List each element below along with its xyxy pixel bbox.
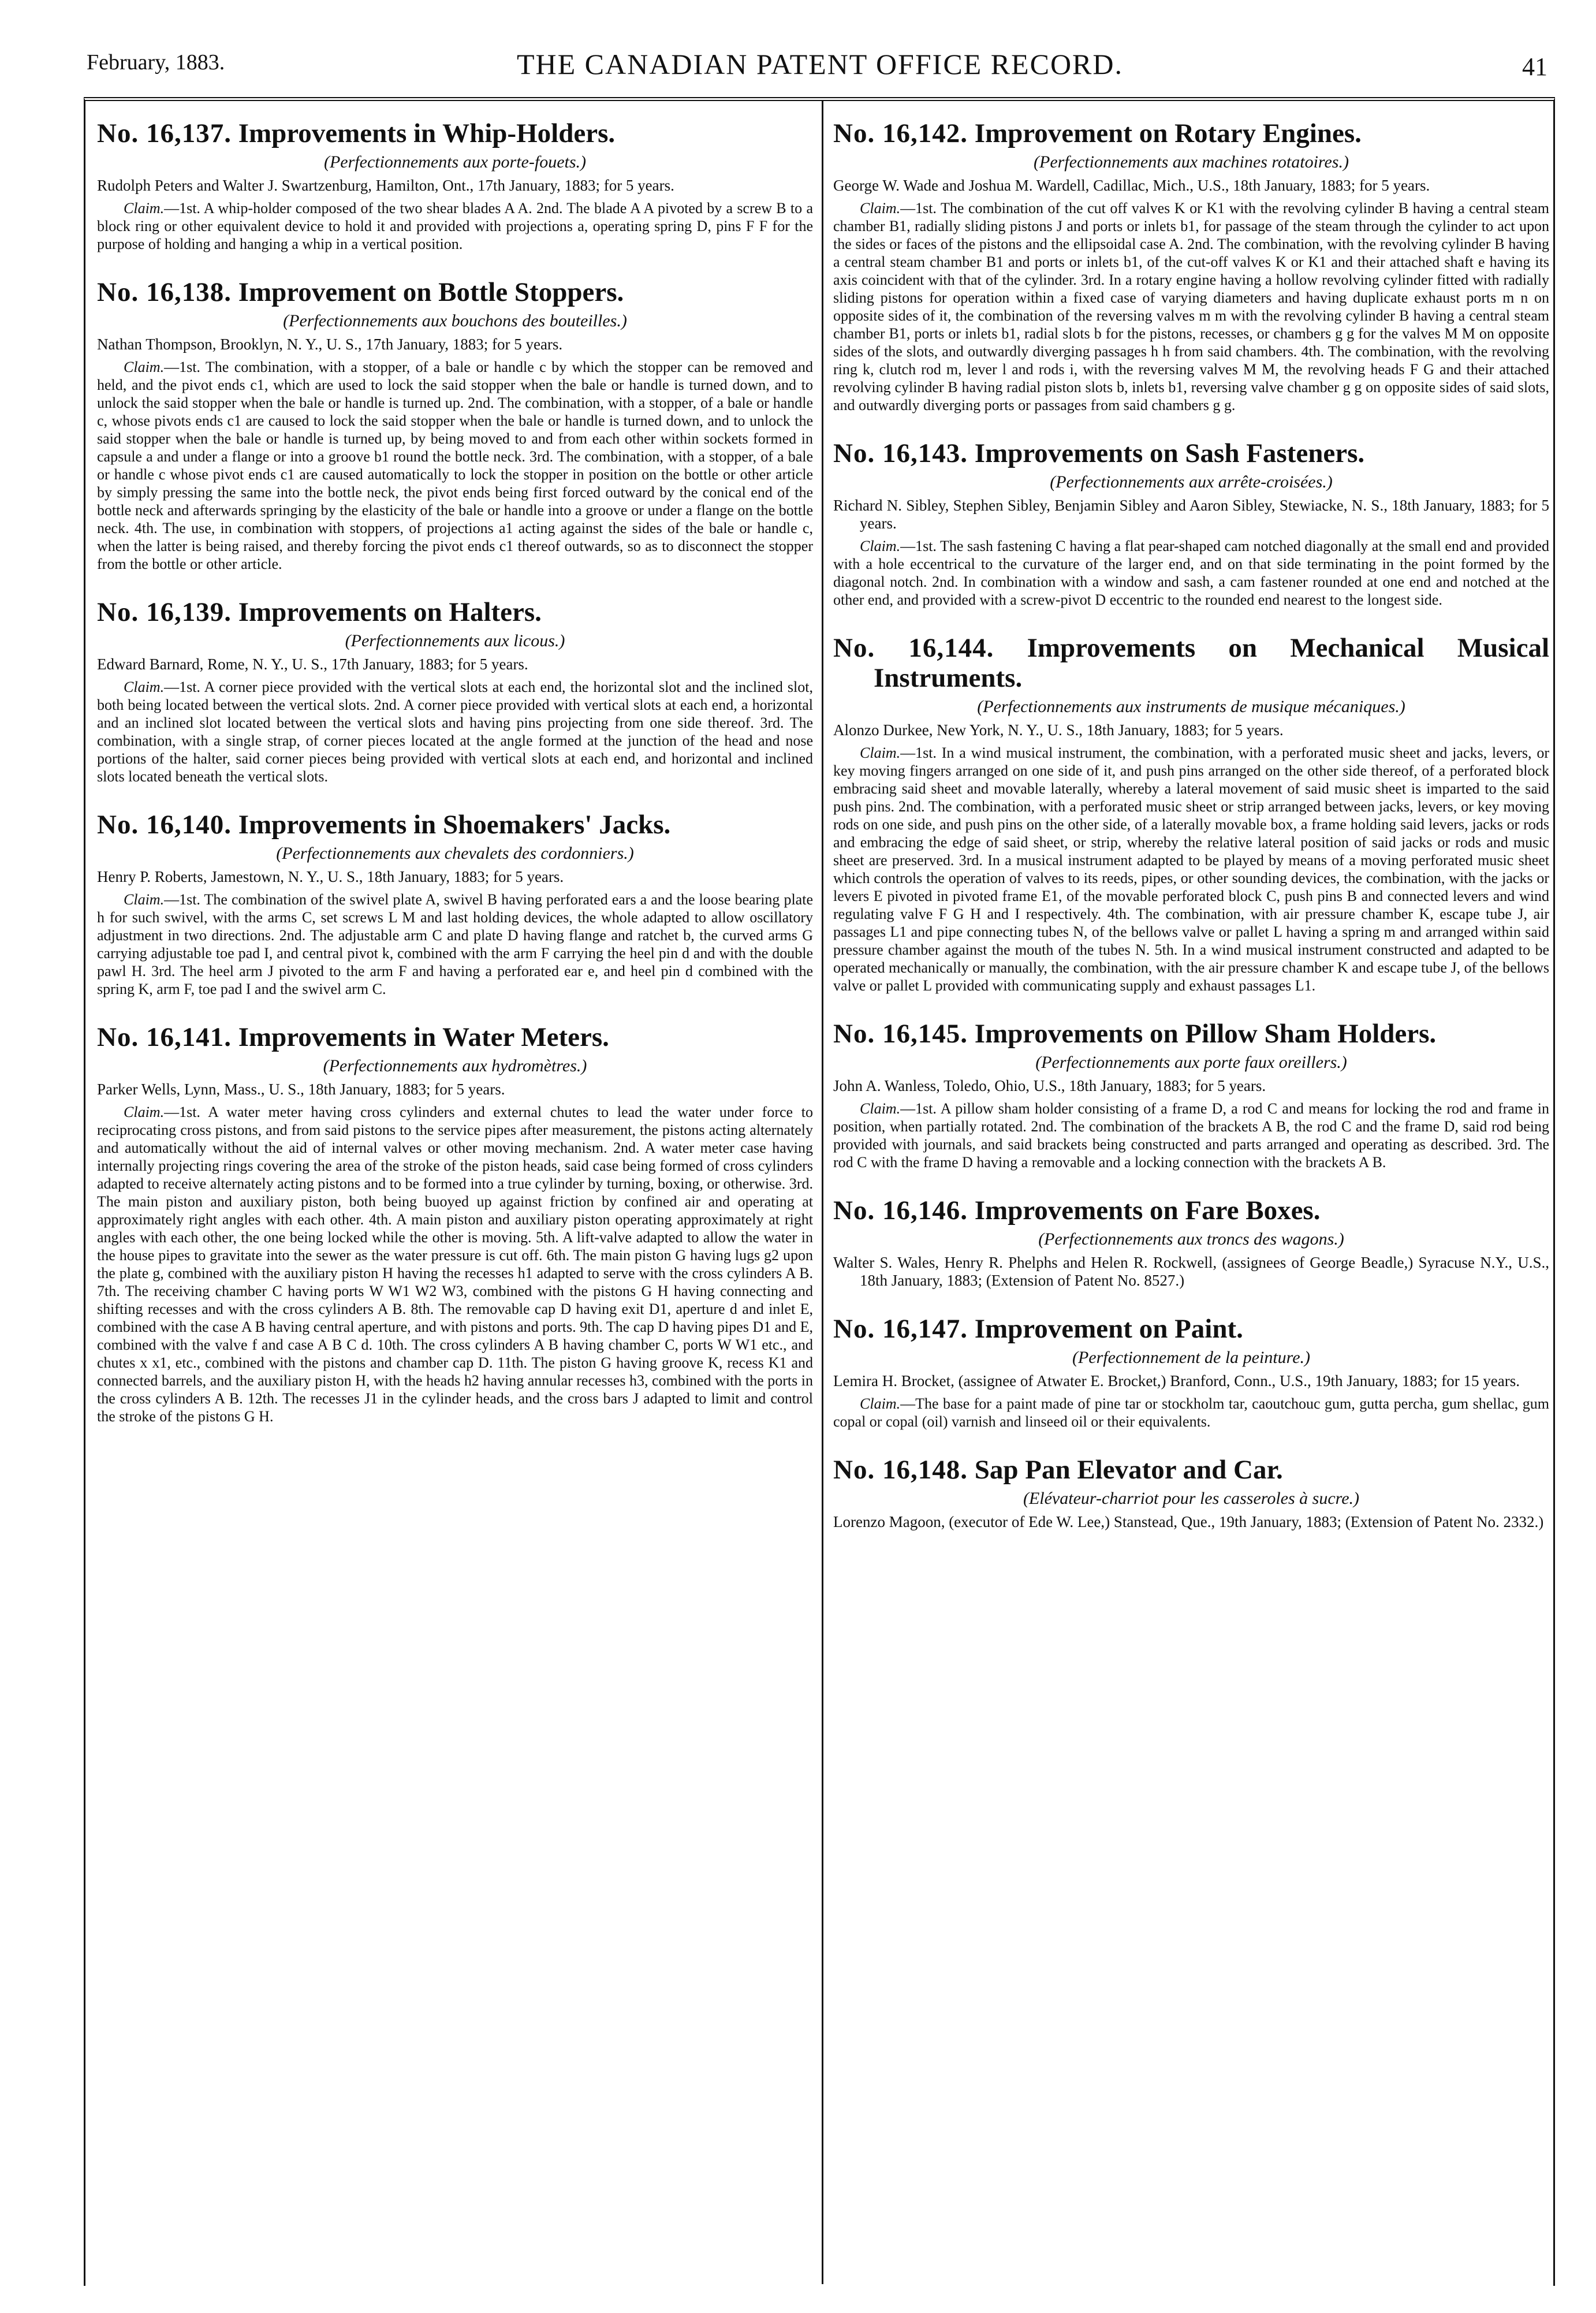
- patent-claim: [97, 1103, 813, 1425]
- patent-french-title: (Perfectionnements aux porte faux oreillers.): [1035, 1053, 1347, 1072]
- patent-title: Improvements on Fare Boxes.: [974, 1195, 1321, 1226]
- patent-title: Improvements on Sash Fasteners.: [974, 438, 1365, 468]
- claim-text: —1st. A whip-holder composed of the two shear blades A A. 2nd. The blade A A pivoted by a screw B to a block ring or other equivalent device to hold it and provided with projections a, operating spring D, pins F F for the purpose of holding and hanging a whip in a vertical position.: [97, 200, 813, 252]
- column-divider: [822, 101, 823, 2284]
- patent-heading: [833, 1019, 1549, 1049]
- claim-label: Claim.: [860, 538, 901, 554]
- patent-title: Improvements in Water Meters.: [238, 1022, 609, 1052]
- patent-number: No. 16,140.: [97, 810, 232, 840]
- patent-entry: [833, 438, 1549, 609]
- claim-label: Claim.: [124, 200, 165, 217]
- claim-label: Claim.: [860, 1395, 901, 1412]
- patent-title: Improvement on Rotary Engines.: [974, 118, 1362, 148]
- patent-french-title: (Perfectionnements aux licous.): [345, 631, 565, 650]
- patent-entry: [833, 1019, 1549, 1171]
- patent-number: No. 16,141.: [97, 1022, 232, 1052]
- claim-text: —1st. The combination, with a stopper, of a bale or handle c by which the stopper can be removed and held, and the pivot ends c1, which are used to lock the said stopper when the bale or handle is turned down, and to unlock the said stopper when the bale or handle is turned up. 2nd. The combination, with a stopper, of a bale or handle c, whose pivots ends c1 are caused to lock the said stopper when the bale or handle is turned down, and to unlock the said stopper when the bale or handle is turned up, by being moved to and from each other within sockets formed in capsule a and under a flange or into a groove b1 round the bottle neck. 3rd. The combination, with a stopper, of a bale or handle c whose pivot ends c1 are caused automatically to lock the stopper in position on the bottle or other article by simply pressing the same into the bottle neck, the pivot ends being first forced outward by the conical end of the bottle neck and afterwards springing by the elasticity of the bale or handle into a groove or under a flange on the bottle neck. 4th. The use, in combination with stoppers, of projections a1 acting against the sides of the bale or handle c, when the latter is being raised, and thereby forcing the pivot ends c1 thereof outwards, so as to disconnect the stopper from the bottle or other article.: [97, 359, 813, 572]
- claim-text: —1st. The sash fastening C having a flat pear-shaped cam notched diagonally at the small end and provided with a hole eccentrical to the curvature of the larger end, and on that side terminating in the point formed by the diagonal notch. 2nd. In combination with a window and sash, a cam fastener rounded at one end and notched at the other end, and provided with a screw-pivot D eccentric to the rounded end nearest to the longest side.: [833, 538, 1549, 608]
- patent-inventor: Edward Barnard, Rome, N. Y., U. S., 17th January, 1883; for 5 years.: [97, 655, 528, 673]
- patent-heading: [97, 1022, 813, 1052]
- patent-inventor: Alonzo Durkee, New York, N. Y., U. S., 18th January, 1883; for 5 years.: [833, 721, 1284, 739]
- patent-title: Improvement on Bottle Stoppers.: [238, 277, 624, 307]
- patent-french-title: (Perfectionnements aux porte-fouets.): [323, 152, 587, 172]
- claim-label: Claim.: [124, 891, 165, 908]
- patent-title: Improvements on Mechanical Musical Instruments.: [874, 633, 1550, 693]
- patent-title: Improvements on Halters.: [238, 597, 542, 627]
- claim-text: —1st. A pillow sham holder consisting of a frame D, a rod C and means for locking the rod and frame in position, when partially rotated. 2nd. The combination of the brackets A B, the rod C and the frame D, said rod being provided with journals, and said brackets being constructed and parts arranged and operating as described. 3rd. The rod C with the frame D having a removable and a locking connection with the brackets A B.: [833, 1100, 1549, 1171]
- page-number: 41: [1522, 53, 1547, 81]
- patent-french-title: (Perfectionnements aux chevalets des cordonniers.): [276, 844, 634, 863]
- patent-french-title: (Perfectionnements aux arrête-croisées.): [1050, 472, 1333, 491]
- patent-number: No. 16,139.: [97, 597, 232, 627]
- claim-label: Claim.: [124, 679, 165, 695]
- patent-entry: [97, 810, 813, 998]
- patent-french-title: (Perfectionnements aux troncs des wagons.): [1038, 1230, 1344, 1249]
- page-header: [87, 42, 1553, 94]
- patent-heading: [833, 1195, 1549, 1226]
- claim-text: —1st. In a wind musical instrument, the combination, with a perforated music sheet and jacks, levers, or key moving fingers arranged on one side of it, and push pins arranged on the other side thereof, of a perforated block embracing said sheet and movable laterally, whereby a lateral movement of said music sheet is imparted to the said push pins. 2nd. The combination, with a perforated music sheet or strip arranged between jacks, levers, or key moving rods on one side, and push pins on the other side, of a laterally movable box, a frame holding said levers, jacks or rods and embracing the edge of said sheet, or strip, whereby the relative lateral position of said jacks or rods and music sheet are preserved. 3rd. In a musical instrument adapted to be played by means of a moving perforated music sheet which controls the operation of valves to its reeds, pipes, or other sounding devices, the combination, with the jacks or levers E pivoted in pivoted frame E1, of the movable perforated block C, push pins B and connected levers and wind regulating valve F G H and I respectively. 4th. The combination, with air pressure chamber K, escape tube J, air passages L1 and pipe connecting tubes N, of the bellows valve or pallet L having a spring m and arranged within said pressure chamber against the mouth of the tubes N. 5th. In a wind musical instrument constructed and adapted to be operated mechanically or manually, the combination, with the air pressure chamber K and escape tube J, of the bellows valve or pallet L provided with communicating supply and exhaust passages L1.: [833, 744, 1549, 994]
- claim-text: —The base for a paint made of pine tar or stockholm tar, caoutchouc gum, gutta percha, gum shellac, gum copal or copal (oil) varnish and linseed oil or their equivalents.: [833, 1395, 1549, 1430]
- patent-heading: [97, 810, 813, 840]
- claim-text: —1st. The combination of the swivel plate A, swivel B having perforated ears a and the loose bearing plate h for such swivel, with the arms C, set screws L M and last holding devices, the whole adapted to allow oscillatory adjustment in two directions. 2nd. The adjustable arm C and plate D having flange and ratchet b, the curved arms G carrying adjustable toe pad I, and central pivot k, combined with the arm F carrying the heel pin d and with the double pawl H. 3rd. The heel arm J pivoted to the arm F and having a perforated ear e, and heel pin d combined with the spring K, arm F, toe pad I and the swivel arm C.: [97, 891, 813, 997]
- patent-entry: [833, 1455, 1549, 1531]
- patent-french-title: (Perfectionnement de la peinture.): [1072, 1348, 1311, 1367]
- patent-title: Sap Pan Elevator and Car.: [974, 1455, 1283, 1485]
- patent-entry: [97, 597, 813, 785]
- patent-inventor: George W. Wade and Joshua M. Wardell, Cadillac, Mich., U.S., 18th January, 1883; for 5 years.: [833, 177, 1430, 194]
- patent-heading: [833, 438, 1549, 468]
- patent-number: No. 16,146.: [833, 1195, 968, 1226]
- patent-entry: [833, 118, 1549, 414]
- patent-claim: [833, 199, 1549, 414]
- patent-title: Improvement on Paint.: [974, 1314, 1243, 1344]
- patent-entry: [97, 277, 813, 573]
- patent-entry: [97, 118, 813, 253]
- patent-heading: [97, 597, 813, 627]
- issue-date: February, 1883.: [87, 50, 225, 75]
- right-column: [833, 118, 1549, 1555]
- patent-number: No. 16,144.: [833, 633, 994, 663]
- patent-claim: [97, 358, 813, 573]
- patent-number: No. 16,142.: [833, 118, 968, 148]
- patent-claim: [833, 744, 1549, 995]
- patent-claim: [833, 537, 1549, 609]
- claim-label: Claim.: [124, 359, 165, 375]
- patent-inventor: Lemira H. Brocket, (assignee of Atwater E. Brocket,) Branford, Conn., U.S., 19th January, 1883; for 15 years.: [833, 1372, 1520, 1390]
- patent-heading: [833, 1455, 1549, 1485]
- patent-claim: [97, 199, 813, 253]
- patent-inventor: Walter S. Wales, Henry R. Phelphs and Helen R. Rockwell, (assignees of George Beadle,) Syracuse N.Y., U.S., 18th January, 1883; (Extension of Patent No. 8527.): [833, 1254, 1549, 1289]
- patent-number: No. 16,147.: [833, 1314, 968, 1344]
- patent-inventor: John A. Wanless, Toledo, Ohio, U.S., 18th January, 1883; for 5 years.: [833, 1077, 1266, 1094]
- publication-title: THE CANADIAN PATENT OFFICE RECORD.: [516, 48, 1124, 80]
- patent-heading: [833, 633, 1549, 693]
- patent-inventor: Lorenzo Magoon, (executor of Ede W. Lee,) Stanstead, Que., 19th January, 1883; (Extension of Patent No. 2332.): [833, 1513, 1544, 1530]
- patent-claim: [97, 891, 813, 998]
- claim-text: —1st. A water meter having cross cylinders and external chutes to lead the water under force to reciprocating cross pistons, and from said pistons to the service pipes after measurement, the pistons acting alternately and automatically without the aid of internal valves or other moving mechanism. 2nd. A water meter case having internally projecting rings covering the area of the stroke of the piston heads, said case being formed of cross cylinders adapted to receive alternately acting pistons and to be formed into a true cylinder by turning, boxing, or otherwise. 3rd. The main piston and auxiliary piston, both being buoyed up against friction by confined air and operating at approximately right angles with each other. 4th. A main piston and auxiliary piston operating approximately at right angles with each other, the one being locked while the other is moving. 5th. A lift-valve adapted to allow the water in the house pipes to gravitate into the sewer as the water pressure is cut off. 6th. The main piston G having lugs g2 upon the plate g, combined with the auxiliary piston H having the recesses h1 adapted to serve with the cross cylinders A B. 7th. The receiving chamber C having ports W W1 W2 W3, combined with the pistons G H having connecting and shifting recesses and with the cross cylinders A B. 8th. The removable cap D having exit D1, aperture d and inlet E, combined with the case A B having central aperture, and with pistons and ports. 9th. The cap D having pipes D1 and E, combined with the valve f and case A B C d. 10th. The cross cylinders A B having chamber C, ports W W1 etc., and chutes x x1, etc., combined with the pistons and chamber cap D. 11th. The piston G having groove K, recess K1 and connected barrels, and the auxiliary piston H, with the heads h2 having annular recesses h3, combined with the ports in the cross cylinders A B. 12th. The recesses J1 in the cylinder heads, and the cross bars J adapted to limit and control the stroke of the pistons G H.: [97, 1104, 814, 1425]
- patent-heading: [833, 1314, 1549, 1344]
- patent-french-title: (Perfectionnements aux hydromètres.): [323, 1056, 587, 1075]
- claim-text: —1st. The combination of the cut off valves K or K1 with the revolving cylinder B having a central steam chamber B1, radially sliding pistons J and ports or inlets b1, for passage of the steam through the cylinder to act upon the sides or faces of the pistons and the ellipsoidal case A. 2nd. The combination, with the revolving cylinder B having a central steam chamber B1 and ports or inlets b1, of the cut-off valves K or K1 and their attached shaft e having its axis coincident with that of the cylinder. 3rd. In a rotary engine having a hollow revolving cylinder fitted with radially sliding pistons for operation within a fixed case of varying diameters and having duplicate exhaust ports m n on opposite sides of it, the combination of the reversing valves m m with the revolving cylinder B having a central steam chamber B1, ports or inlets b1, radial slots b for the pistons, recesses, or chambers g g for the valves M M on opposite sides of the slots, and outwardly diverging passages h h from said chambers. 4th. The combination, with the revolving ring k, clutch rod m, lever l and rods i, with the reversing valves M M, the revolving heads F G and their attached revolving cylinder B having radial piston slots b, inlets b1, reversing valve chamber g g on opposite sides of said slots, and outwardly diverging ports or passages from said chambers g g.: [833, 200, 1549, 414]
- patent-number: No. 16,143.: [833, 438, 968, 468]
- patent-claim: [97, 678, 813, 785]
- patent-number: No. 16,137.: [97, 118, 232, 148]
- claim-label: Claim.: [124, 1104, 165, 1120]
- patent-heading: [833, 118, 1549, 148]
- patent-french-title: (Perfectionnements aux instruments de musique mécaniques.): [977, 697, 1405, 716]
- patent-french-title: (Elévateur-charriot pour les casseroles à sucre.): [1023, 1489, 1360, 1508]
- patent-inventor: Parker Wells, Lynn, Mass., U. S., 18th January, 1883; for 5 years.: [97, 1081, 505, 1098]
- patent-french-title: (Perfectionnements aux machines rotatoires.): [1034, 152, 1349, 172]
- patent-inventor: Henry P. Roberts, Jamestown, N. Y., U. S., 18th January, 1883; for 5 years.: [97, 868, 564, 885]
- patent-heading: [97, 118, 813, 148]
- patent-heading: [97, 277, 813, 307]
- claim-label: Claim.: [860, 200, 901, 217]
- patent-entry: [97, 1022, 813, 1425]
- patent-inventor: Nathan Thompson, Brooklyn, N. Y., U. S., 17th January, 1883; for 5 years.: [97, 336, 563, 353]
- patent-entry: [833, 633, 1549, 995]
- patent-french-title: (Perfectionnements aux bouchons des bouteilles.): [283, 311, 627, 330]
- patent-number: No. 16,145.: [833, 1019, 968, 1049]
- patent-claim: [833, 1395, 1549, 1431]
- patent-number: No. 16,148.: [833, 1455, 968, 1485]
- left-column: [97, 118, 813, 1450]
- claim-label: Claim.: [860, 1100, 901, 1117]
- patent-inventor: Richard N. Sibley, Stephen Sibley, Benjamin Sibley and Aaron Sibley, Stewiacke, N. S., 18th January, 1883; for 5 years.: [833, 497, 1549, 532]
- patent-title: Improvements on Pillow Sham Holders.: [974, 1019, 1437, 1049]
- claim-text: —1st. A corner piece provided with the vertical slots at each end, the horizontal slot and the inclined slot, both being located between the vertical slots. 2nd. A corner piece provided with vertical slots at each end, a horizontal and an inclined slot located between the vertical slots and having pins projecting from one side thereof. 3rd. The combination, with a single strap, of corner pieces located at the angle formed at the junction of the head and nose portions of the halter, said corner pieces being provided with vertical slots at each end, and horizontal and inclined slots located beneath the vertical slots.: [97, 679, 813, 785]
- patent-title: Improvements in Whip-Holders.: [238, 118, 616, 148]
- patent-entry: [833, 1195, 1549, 1290]
- patent-title: Improvements in Shoemakers' Jacks.: [238, 810, 671, 840]
- patent-inventor: Rudolph Peters and Walter J. Swartzenburg, Hamilton, Ont., 17th January, 1883; for 5 years.: [97, 177, 674, 194]
- claim-label: Claim.: [860, 744, 901, 761]
- patent-entry: [833, 1314, 1549, 1431]
- patent-number: No. 16,138.: [97, 277, 232, 307]
- patent-claim: [833, 1100, 1549, 1171]
